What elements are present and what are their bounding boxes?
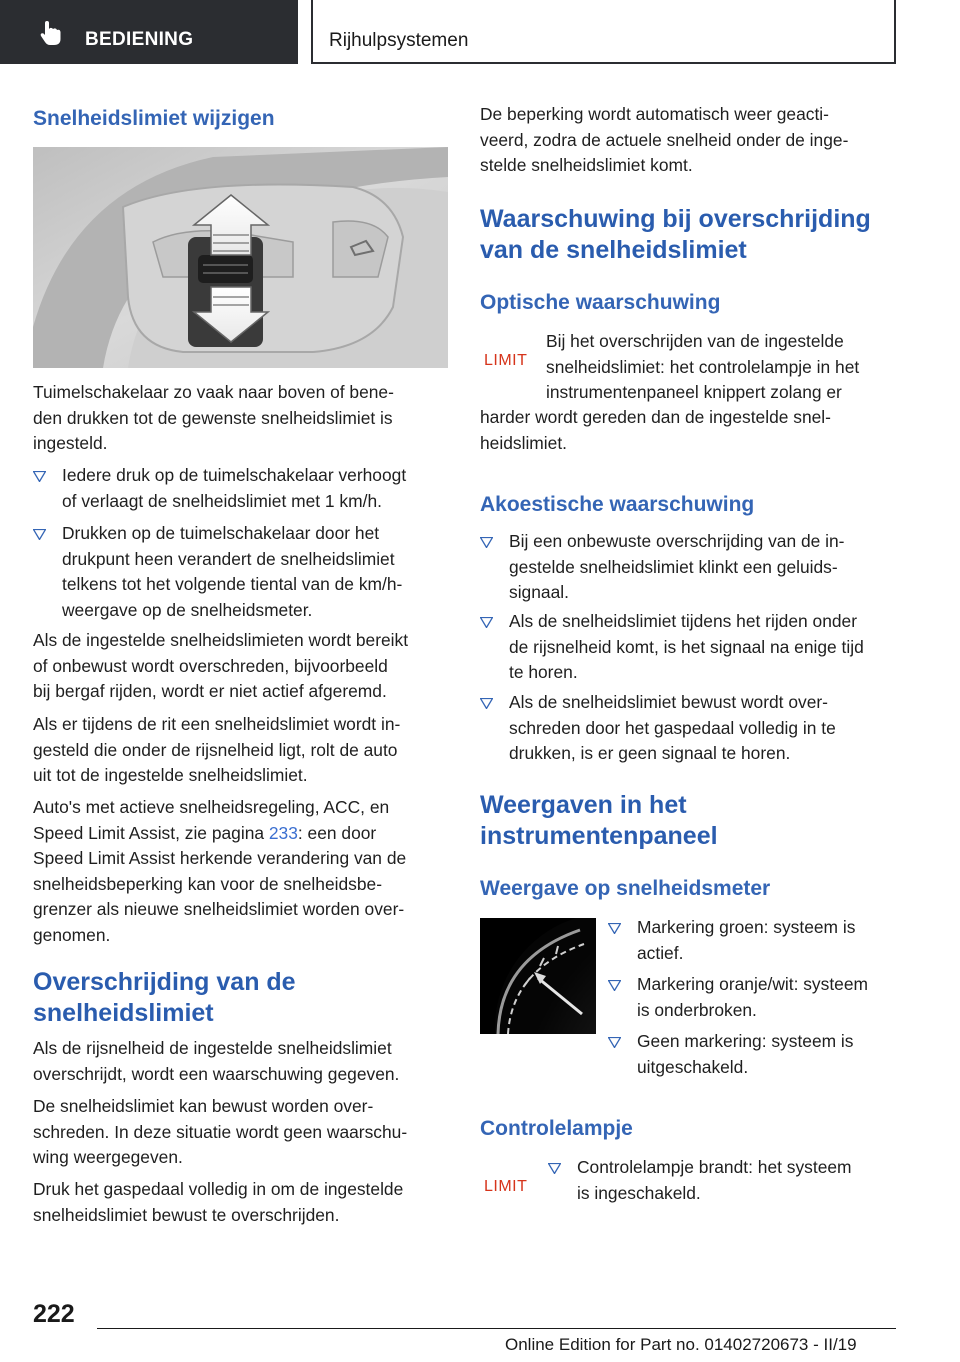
hand-touch-icon [36, 18, 66, 48]
heading-optical-warning: Optische waarschuwing [480, 291, 721, 314]
list-item: Bij een onbewuste overschrijding van de in- gestelde snelheidslimiet klinkt een geluids- signaal. [480, 529, 900, 606]
edition-note: Online Edition for Part no. 01402720673 - II/19 [505, 1335, 857, 1354]
section-title: BEDIENING [85, 29, 194, 50]
triangle-bullet-icon [480, 698, 493, 709]
paragraph-exceed-3: Druk het gaspedaal volledig in om de ingestelde snelheidslimiet bewust te overschrijden. [33, 1179, 404, 1225]
speedometer-marking-photo [480, 918, 596, 1034]
triangle-bullet-icon [608, 980, 621, 991]
triangle-bullet-icon [608, 1037, 621, 1048]
page-number: 222 [33, 1300, 75, 1328]
list-item: Geen markering: systeem is uitgeschakeld. [608, 1029, 908, 1080]
paragraph-limit-during-ride: Als er tijdens de rit een snelheidslimiet wordt in- gesteld die onder de rijsnelheid ligt, rolt de auto uit tot de ingestelde snelheidslimiet. [33, 714, 401, 785]
steering-wheel-rocker-photo [33, 147, 448, 368]
paragraph-optical-b: harder wordt gereden dan de ingestelde snel- heidslimiet. [480, 407, 831, 453]
paragraph-exceed-1: Als de rijsnelheid de ingestelde snelheidslimiet overschrijdt, wordt een waarschuwing gegeven. [33, 1038, 400, 1084]
heading-warning-exceed: Waarschuwing bij overschrijding van de snelheidslimiet [480, 205, 871, 264]
list-item: Als de snelheidslimiet bewust wordt over- schreden door het gaspedaal volledig in te drukken, is er geen signaal te horen. [480, 690, 900, 767]
triangle-bullet-icon [33, 529, 46, 540]
heading-instrument-displays: Weergaven in het instrumentenpaneel [480, 791, 718, 850]
chapter-title: Rijhulpsystemen [329, 30, 469, 51]
list-item: Markering groen: systeem is actief. [608, 915, 908, 966]
page-link-233[interactable]: 233 [268, 822, 298, 843]
heading-change-limit: Snelheidslimiet wijzigen [33, 107, 275, 130]
paragraph-exceed-2: De snelheidslimiet kan bewust worden over- schreden. In deze situatie wordt geen waarschu- wing weergegeven. [33, 1096, 408, 1167]
list-item: Als de snelheidslimiet tijdens het rijden onder de rijsnelheid komt, is het signaal na enige tijd te horen. [480, 609, 900, 686]
triangle-bullet-icon [548, 1163, 561, 1174]
triangle-bullet-icon [33, 471, 46, 482]
paragraph-limit-reached: Als de ingestelde snelheidslimieten wordt bereikt of onbewust wordt overschreden, bijvoorbeeld bij bergaf rijden, wordt er niet actief afgeremd. [33, 630, 409, 701]
heading-acoustic-warning: Akoestische waarschuwing [480, 493, 755, 516]
limit-indicator-icon: LIMIT [484, 352, 528, 369]
list-item: Controlelampje brandt: het systeem is ingeschakeld. [548, 1155, 898, 1206]
limit-indicator-icon: LIMIT [484, 1178, 528, 1195]
triangle-bullet-icon [480, 617, 493, 628]
triangle-bullet-icon [480, 537, 493, 548]
paragraph-acc: Auto's met actieve snelheidsregeling, ACC, en Speed Limit Assist, zie pagina 233: een door Speed Limit Assist herkende verandering van de snelheidsbeperking kan voor de snelheidsbe- grenzer als nieuwe snelheidslimiet worden over- genomen. [33, 797, 407, 945]
triangle-bullet-icon [608, 923, 621, 934]
chapter-tab [311, 0, 896, 64]
heading-exceed-limit: Overschrijding van de snelheidslimiet [33, 968, 296, 1027]
heading-speedometer-display: Weergave op snelheidsmeter [480, 877, 771, 900]
paragraph-rocker: Tuimelschakelaar zo vaak naar boven of bene- den drukken tot de gewenste snelheidslimiet is ingesteld. [33, 382, 394, 453]
list-item: Iedere druk op de tuimelschakelaar verhoogt of verlaagt de snelheidslimiet met 1 km/h. [33, 463, 453, 514]
list-item: Drukken op de tuimelschakelaar door het drukpunt heen verandert de snelheidslimiet telkens tot het volgende tiental van de km/h- weergave op de snelheidsmeter. [33, 521, 453, 623]
list-item: Markering oranje/wit: systeem is onderbroken. [608, 972, 908, 1023]
paragraph-optical-a: Bij het overschrijden van de ingestelde snelheidslimiet: het controlelampje in het instrumentenpaneel knippert zolang er [546, 331, 860, 402]
footer-divider [97, 1328, 896, 1329]
paragraph-reactivate: De beperking wordt automatisch weer geacti- veerd, zodra de actuele snelheid onder de inge- stelde snelheidslimiet komt. [480, 104, 849, 175]
heading-indicator-lamp: Controlelampje [480, 1117, 633, 1140]
section-tab [0, 0, 298, 64]
